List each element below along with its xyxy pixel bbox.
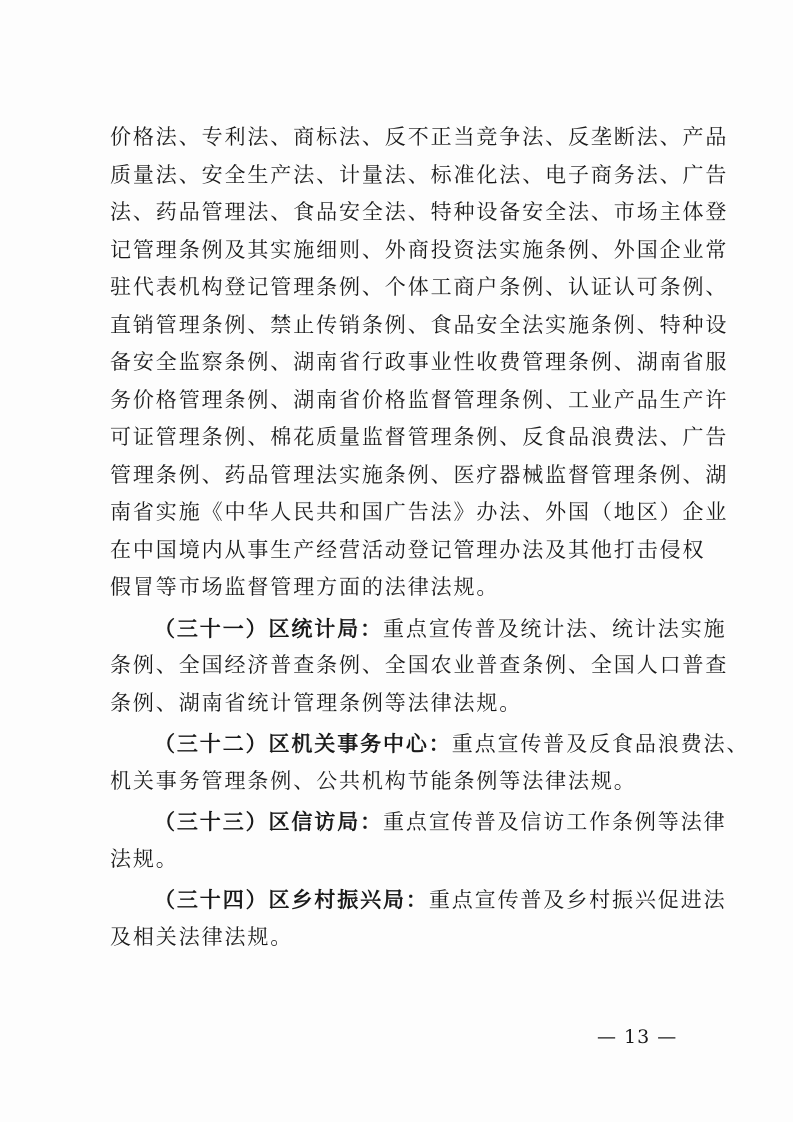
text-line <box>110 803 727 841</box>
text-line: 价格法、专利法、商标法、反不正当竞争法、反垄断法、产品 <box>110 125 729 149</box>
text-line: 在中国境内从事生产经营活动登记管理办法及其他打击侵权 <box>110 537 706 562</box>
paragraph-affairs-center <box>110 725 750 800</box>
text-line: 法规。 <box>110 846 179 871</box>
text-line: 南省实施《中华人民共和国广告法》办法、外国（地区）企业 <box>110 500 729 524</box>
text-line: 驻代表机构登记管理条例、个体工商户条例、认证认可条例、 <box>110 275 729 299</box>
paragraph-continuation <box>110 119 729 607</box>
paragraph-statistics-bureau <box>110 610 729 723</box>
text-line <box>110 610 727 648</box>
text-line: 可证管理条例、棉花质量监督管理条例、反食品浪费法、广告 <box>110 425 729 449</box>
section-heading: （三十四）区乡村振兴局： <box>154 887 429 912</box>
text-line: 及相关法律法规。 <box>110 924 294 949</box>
text-line: 直销管理条例、禁止传销条例、食品安全法实施条例、特种设 <box>110 312 729 337</box>
paragraph-rural-revitalization <box>110 881 727 956</box>
text-line: 备安全监察条例、湖南省行政事业性收费管理条例、湖南省服 <box>110 350 729 374</box>
text-line <box>110 725 750 763</box>
section-text: 重点宣传普及统计法、统计法实施 <box>383 616 727 641</box>
section-text: 重点宣传普及乡村振兴促进法 <box>428 888 727 912</box>
section-text: 重点宣传普及信访工作条例等法律 <box>383 810 727 834</box>
text-line: 管理条例、药品管理法实施条例、医疗器械监督管理条例、湖 <box>110 462 729 487</box>
document-body <box>110 119 750 956</box>
text-line <box>110 881 727 919</box>
text-line: 机关事务管理条例、公共机构节能条例等法律法规。 <box>110 768 637 793</box>
text-line: 记管理条例及其实施细则、外商投资法实施条例、外国企业常 <box>110 237 729 262</box>
text-line: 条例、湖南省统计管理条例等法律法规。 <box>110 690 523 715</box>
section-text: 重点宣传普及反食品浪费法、 <box>451 732 750 756</box>
paragraph-petition-bureau <box>110 803 727 878</box>
text-line: 假冒等市场监督管理方面的法律法规。 <box>110 575 500 599</box>
text-line: 务价格管理条例、湖南省价格监督管理条例、工业产品生产许 <box>110 387 729 412</box>
text-line: 条例、全国经济普查条例、全国农业普查条例、全国人口普查 <box>110 653 729 677</box>
text-line: 质量法、安全生产法、计量法、标准化法、电子商务法、广告 <box>110 162 729 187</box>
section-heading: （三十二）区机关事务中心： <box>154 731 452 756</box>
text-line: 法、药品管理法、食品安全法、特种设备安全法、市场主体登 <box>110 200 729 224</box>
section-heading: （三十一）区统计局： <box>154 615 383 641</box>
section-heading: （三十三）区信访局： <box>154 809 383 834</box>
page-number: — 13 — <box>597 1026 678 1048</box>
